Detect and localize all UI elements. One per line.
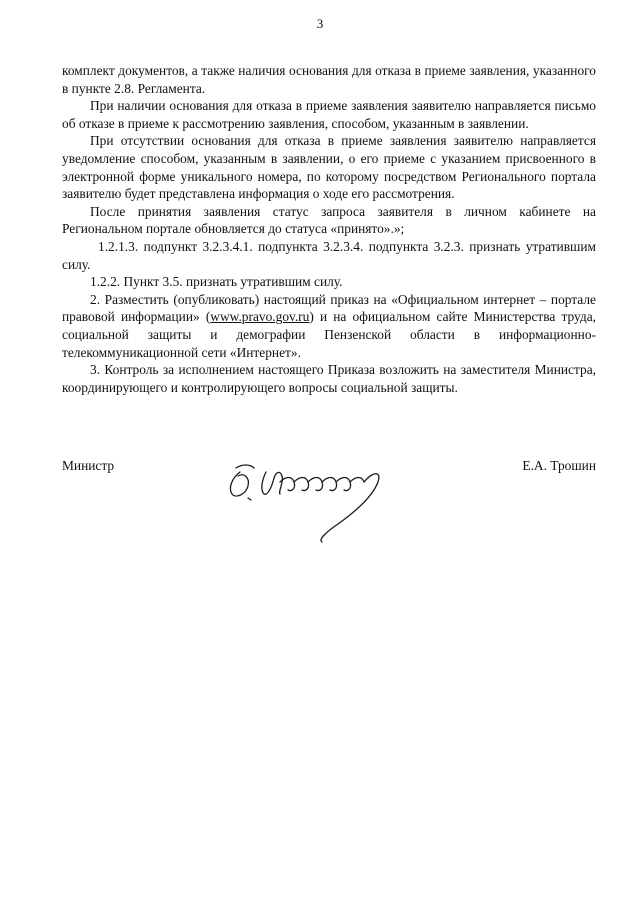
document-body	[62, 62, 596, 396]
signatory-title: Министр	[62, 458, 115, 473]
paragraph-refusal-notice: При наличии основания для отказа в приеме заявления заявителю направляется письмо об отказе в приеме к рассмотрению заявления, способом, указанным в заявлении.	[62, 98, 596, 131]
handwritten-signature	[222, 442, 392, 552]
paragraph-acceptance-notice: При отсутствии основания для отказа в приеме заявления заявителю направляется уведомление способом, указанным в заявлении, о его приеме с указанием присвоенного в электронной форме уникального номера, по которому посредством Регионального портала заявителю будет представлена информация о ходе его рассмотрения.	[62, 133, 596, 202]
paragraph-item-1-2-2: 1.2.2. Пункт 3.5. признать утратившим силу.	[90, 274, 343, 290]
page-number: 3	[316, 16, 324, 31]
signatory-name: Е.А. Трошин	[522, 458, 596, 473]
paragraph-status-update: После принятия заявления статус запроса заявителя в личном кабинете на Региональном портале обновляется до статуса «принято».»;	[62, 203, 596, 237]
publish-text-end: ) и на официальном сайте Министерства труда, социальной защиты и демографии Пензенской области в информационно-телекоммуникационной сети «Интернет».	[62, 309, 596, 360]
pravo-gov-link[interactable]: www.pravo.gov.ru	[210, 309, 310, 325]
paragraph-item-2-publish	[62, 291, 596, 361]
paragraph-item-1-2-1-3: 1.2.1.3. подпункт 3.2.3.4.1. подпункта 3.2.3.4. подпункта 3.2.3. признать утратившим силу.	[62, 238, 596, 272]
paragraph-item-3-control: 3. Контроль за исполнением настоящего Приказа возложить на заместителя Министра, координирующего и контролирующего вопросы социальной защиты.	[62, 362, 596, 395]
publish-text-start: 2. Разместить (опубликовать) настоящий приказ на «Официальном интернет – портале правовой информации» (	[62, 291, 596, 325]
paragraph-continuation: комплект документов, а также наличия основания для отказа в приеме заявления, указанного в пункте 2.8. Регламента.	[62, 63, 596, 96]
